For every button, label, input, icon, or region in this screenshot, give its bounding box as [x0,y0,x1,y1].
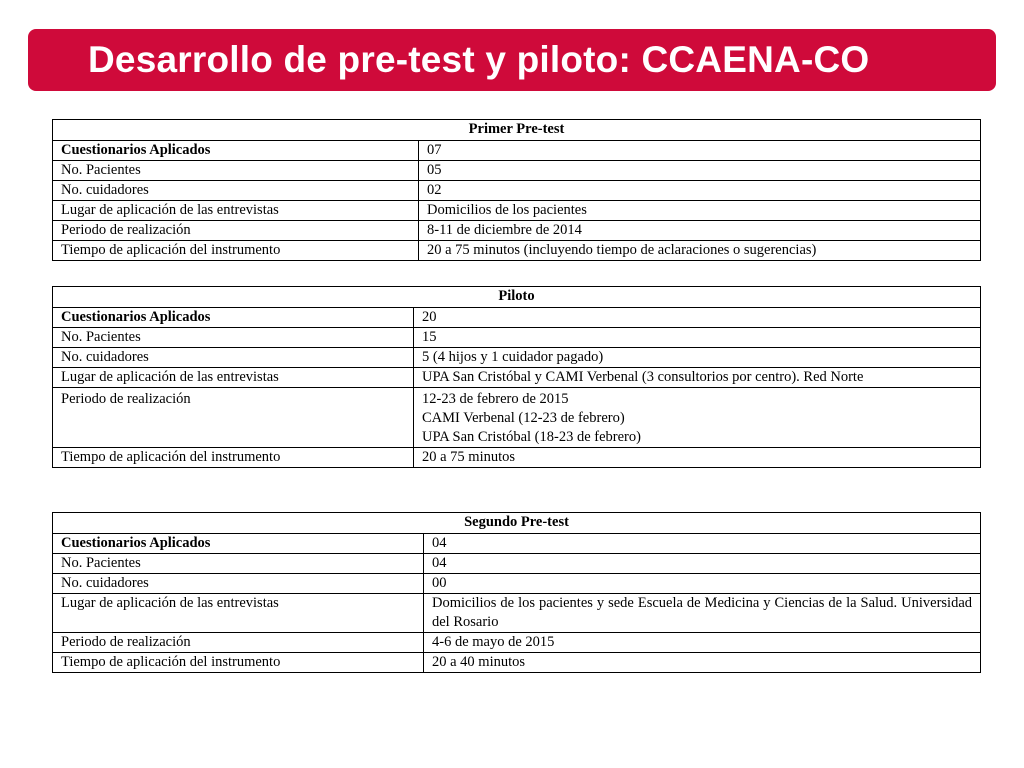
row-label: Tiempo de aplicación del instrumento [53,448,414,468]
row-value: 5 (4 hijos y 1 cuidador pagado) [414,348,981,368]
row-label: Periodo de realización [53,633,424,653]
table-row [53,328,981,348]
table-row [53,448,981,468]
row-value: 20 [414,308,981,328]
row-label: Lugar de aplicación de las entrevistas [53,594,424,633]
row-value: 02 [419,181,981,201]
table-row [53,633,981,653]
row-value: Domicilios de los pacientes y sede Escuela de Medicina y Ciencias de la Salud. Universidad del Rosario [424,594,981,633]
row-label: No. Pacientes [53,554,424,574]
primer-pretest-table [52,119,981,261]
page-title: Desarrollo de pre-test y piloto: CCAENA-CO [88,39,870,80]
table-row [53,181,981,201]
table-row [53,368,981,388]
segundo-pretest-table [52,512,981,673]
table-row [53,201,981,221]
table-header-row [53,287,981,308]
row-value: 05 [419,161,981,181]
row-label: Cuestionarios Aplicados [53,141,419,161]
row-label: No. Pacientes [53,161,419,181]
title-banner [28,29,996,91]
row-value: UPA San Cristóbal y CAMI Verbenal (3 consultorios por centro). Red Norte [414,368,981,388]
row-value: 07 [419,141,981,161]
table-row [53,653,981,673]
row-label: Periodo de realización [53,221,419,241]
table-row [53,534,981,554]
row-value: 8-11 de diciembre de 2014 [419,221,981,241]
table-row [53,594,981,633]
row-label: No. cuidadores [53,574,424,594]
row-label: No. cuidadores [53,348,414,368]
row-label: No. cuidadores [53,181,419,201]
table-row [53,308,981,328]
table-title: Segundo Pre-test [53,513,981,534]
table-row [53,388,981,448]
row-label: Lugar de aplicación de las entrevistas [53,368,414,388]
row-value: 04 [424,534,981,554]
row-label: Tiempo de aplicación del instrumento [53,653,424,673]
table-row [53,348,981,368]
table-header-row [53,513,981,534]
piloto-table [52,286,981,468]
value-line: 12-23 de febrero de 2015 [422,391,569,407]
row-value: 20 a 75 minutos (incluyendo tiempo de aclaraciones o sugerencias) [419,241,981,261]
row-label: Periodo de realización [53,388,414,448]
table-row [53,221,981,241]
row-label: Tiempo de aplicación del instrumento [53,241,419,261]
row-label: Lugar de aplicación de las entrevistas [53,201,419,221]
row-value: 15 [414,328,981,348]
table-row [53,241,981,261]
table-row [53,141,981,161]
row-label: No. Pacientes [53,328,414,348]
row-label: Cuestionarios Aplicados [53,534,424,554]
row-value: 4-6 de mayo de 2015 [424,633,981,653]
table-row [53,161,981,181]
table-title: Piloto [53,287,981,308]
table-title: Primer Pre-test [53,120,981,141]
row-value: 20 a 75 minutos [414,448,981,468]
row-value: Domicilios de los pacientes [419,201,981,221]
row-value: 04 [424,554,981,574]
row-label: Cuestionarios Aplicados [53,308,414,328]
row-value: 00 [424,574,981,594]
row-value [414,388,981,448]
table-row [53,554,981,574]
row-value: 20 a 40 minutos [424,653,981,673]
table-row [53,574,981,594]
table-header-row [53,120,981,141]
value-line: CAMI Verbenal (12-23 de febrero) [422,410,625,426]
value-line: UPA San Cristóbal (18-23 de febrero) [422,429,641,445]
